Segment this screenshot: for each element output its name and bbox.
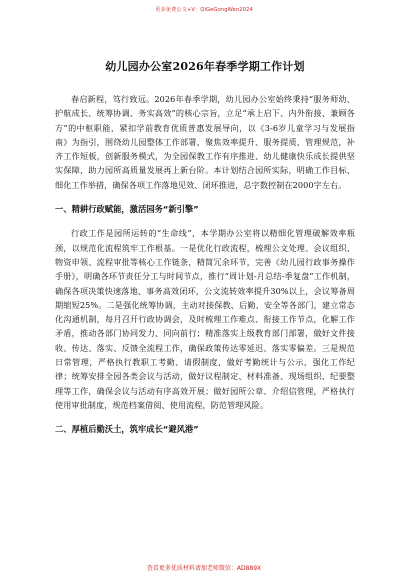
document-title: 幼儿园办公室2026年春季学期工作计划 bbox=[105, 60, 305, 73]
intro-paragraph: 春启新程，笃行致远。2026年春季学期，幼儿园办公室始终秉持“服务师幼、护航成长、统筹协调、务实高效”的核心宗旨，立足“承上启下、内外衔接、兼顾各方”的中枢职能，紧扣学前教育优质普惠发展导向，以《3-6岁儿童学习与发展指南》为指引，围绕幼儿园整体工作部署，聚焦效率提升、服务提质、管理规范，补齐工作短板，创新服务模式，为全园保教工作有序推进、幼儿健康快乐成长提供坚实保障，助力园所高质量发展再上新台阶。本计划结合园所实际，明确工作目标、细化工作举措，确保各项工作落地见效、闭环推进，总字数控制在2000字左右。 bbox=[55, 94, 355, 190]
section-1-heading: 一、精耕行政赋能，激活园务“新引擎” bbox=[55, 204, 199, 215]
section-1-paragraph: 行政工作是园所运转的“生命线”，本学期办公室将以精细化管理破解效率瓶颈，以规范化流程筑牢工作根基。一是优化行政流程，梳理公文处理、会议组织、物资申领、流程审批等核心工作链条，精简冗余环节，完善《幼儿园行政事务操作手册》，明确各环节责任分工与时间节点，推行“周计划-月总结-季复盘”工作机制，确保各项决策快速落地、事务高效闭环，公文流转效率提升30%以上，会议筹备周期缩短25%。二是强化统筹协调，主动对接保教、后勤、安全等各部门，建立常态化沟通机制，每月召开行政协调会，及时梳理工作难点、衔接工作节点，化解工作矛盾，推动各部门协同发力、同向前行；精准落实上级教育部门部署，做好文件接收、传达、落实、反馈全流程工作，确保政策传达零延迟、落实零偏差。三是规范日常管理，严格执行教职工考勤、请假制度，做好考勤统计与公示，强化工作纪律；统筹安排全园各类会议与活动，做好议程制定、材料准备、现场组织、纪要整理等工作，确保会议与活动有序高效开展；做好园所公章、介绍信管理，严格执行使用审批制度，规范档案借阅、使用流程，防范管理风险。 bbox=[55, 228, 355, 410]
section-2-heading: 二、厚植后勤沃土，筑牢成长“避风港” bbox=[55, 424, 199, 435]
document-page bbox=[55, 60, 355, 447]
header-promo-banner: 更多免费公文+V：QiGeGongWen2024 bbox=[155, 7, 253, 13]
footer-promo-banner: 查看更多优质材料请加老师微信：AD889X bbox=[146, 565, 262, 572]
